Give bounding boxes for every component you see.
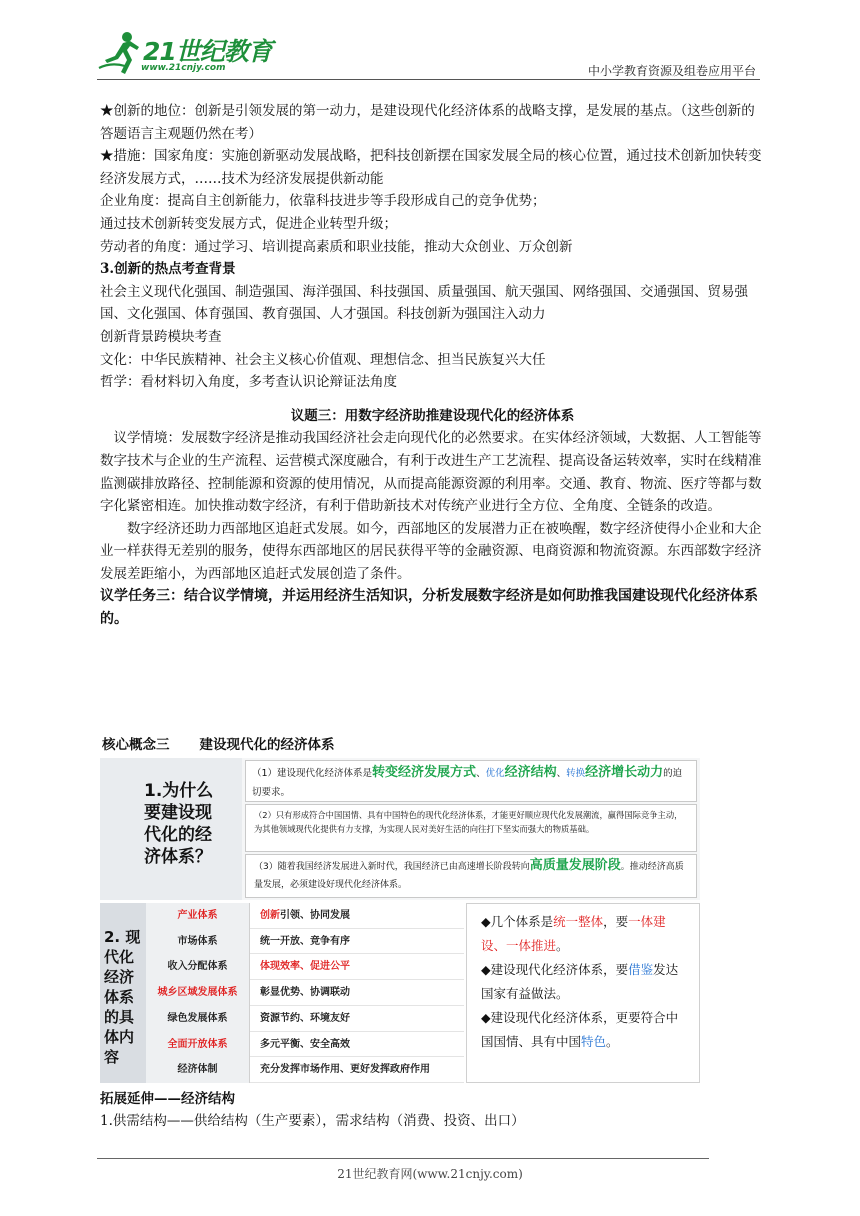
question-2-box bbox=[100, 903, 146, 1083]
extension-title: 拓展延伸——经济结构 bbox=[100, 1091, 235, 1107]
paragraph: 社会主义现代化强国、制造强国、海洋强国、科技强国、质量强国、航天强国、网络强国、交通强国、贸易强国、文化强国、体育强国、教育强国、人才强国。科技创新为强国注入动力 bbox=[100, 283, 748, 323]
logo-url: www.21cnjy.com bbox=[141, 63, 226, 73]
header-divider bbox=[97, 79, 760, 80]
extension-section bbox=[100, 1088, 760, 1132]
concept-figure bbox=[100, 758, 700, 1083]
concept-label: 核心概念三 bbox=[102, 737, 170, 753]
task-heading: 议学任务三：结合议学情境，并运用经济生活知识，分析发展数字经济是如何助推我国建设现代化经济体系的。 bbox=[100, 588, 758, 628]
topic-title: 议题三：用数字经济助推建设现代化的经济体系 bbox=[290, 407, 575, 424]
paragraph: 通过技术创新转变发展方式，促进企业转型升级； bbox=[100, 215, 397, 232]
note-2: ◆建设现代化经济体系，要借鉴发达国家有益做法。 bbox=[481, 962, 679, 1001]
reason-3: （3）随着我国经济发展进入新时代，我国经济已由高速增长阶段转向高质量发展阶段。推动经济高质量发展，必须建设好现代化经济体系。 bbox=[245, 854, 697, 898]
system-row bbox=[146, 1032, 464, 1058]
system-name: 城乡区域发展体系 bbox=[146, 980, 250, 1006]
document-body bbox=[100, 100, 765, 631]
paragraph: 哲学：看材料切入角度，多考查认识论辩证法角度 bbox=[100, 374, 397, 391]
system-desc: 资源节约、环境友好 bbox=[260, 1012, 350, 1024]
reason-2: （2）只有形成符合中国国情、具有中国特色的现代化经济体系，才能更好顺应现代化发展潮流，赢得国际竞争主动，为其他领域现代化提供有力支撑，为实现人民对美好生活的向往打下坚实而强大的物质基础。 bbox=[245, 804, 697, 852]
reason-1: （1）建设现代化经济体系是转变经济发展方式、优化经济结构、转换经济增长动力的迫切要求。 bbox=[245, 760, 697, 802]
logo-text: 21世纪教育 bbox=[143, 37, 272, 66]
paragraph: 文化：中华民族精神、社会主义核心价值观、理想信念、担当民族复兴大任 bbox=[100, 351, 546, 368]
system-row bbox=[146, 1057, 464, 1083]
system-desc: 充分发挥市场作用、更好发挥政府作用 bbox=[260, 1064, 430, 1076]
question-2-line: 2. 现 bbox=[104, 928, 141, 946]
system-desc: 统一开放、竞争有序 bbox=[260, 935, 350, 947]
question-1-line: 济体系？ bbox=[144, 847, 212, 867]
paragraph: 企业角度：提高自主创新能力，依靠科技进步等手段形成自己的竞争优势； bbox=[100, 193, 546, 210]
footer-divider bbox=[97, 1158, 709, 1159]
system-name: 收入分配体系 bbox=[146, 954, 250, 980]
note-3: ◆建设现代化经济体系，更要符合中国国情、具有中国特色。 bbox=[481, 1010, 679, 1049]
question-2-line: 体系 bbox=[104, 988, 135, 1006]
runner-icon bbox=[97, 30, 141, 76]
system-name: 市场体系 bbox=[146, 929, 250, 955]
paragraph: 创新背景跨模块考查 bbox=[100, 328, 222, 345]
question-2-line: 容 bbox=[104, 1048, 120, 1066]
paragraph: 劳动者的角度：通过学习、培训提高素质和职业技能，推动大众创业、万众创新 bbox=[100, 238, 573, 255]
system-name: 经济体制 bbox=[146, 1057, 250, 1083]
section-heading: 3.创新的热点考查背景 bbox=[100, 261, 236, 278]
paragraph: ★创新的地位：创新是引领发展的第一动力，是建设现代化经济体系的战略支撑，是发展的基点。（这些创新的答题语言主观题仍然在考） bbox=[100, 103, 755, 142]
platform-name: 中小学教育资源及组卷应用平台 bbox=[587, 64, 756, 78]
question-1-line: 1.为什么 bbox=[144, 781, 214, 801]
paragraph: 1.供需结构——供给结构（生产要素），需求结构（消费、投资、出口） bbox=[100, 1113, 525, 1129]
question-1-line: 代化的经 bbox=[144, 825, 212, 845]
system-row bbox=[146, 954, 464, 980]
footer-text: 21世纪教育网(www.21cnjy.com) bbox=[337, 1167, 523, 1181]
systems-table bbox=[146, 903, 464, 1083]
system-desc: 创新引领、协同发展 bbox=[260, 910, 350, 921]
concept-title: 建设现代化的经济体系 bbox=[199, 737, 335, 753]
system-desc: 彰显优势、协调联动 bbox=[260, 987, 350, 999]
concept-heading bbox=[102, 733, 335, 753]
question-2-line: 经济 bbox=[104, 968, 135, 986]
paragraph: 议学情境：发展数字经济是推动我国经济社会走向现代化的必然要求。在实体经济领域，大数据、人工智能等数字技术与企业的生产流程、运营模式深度融合，有利于改进生产工艺流程、提高设备运转效率，实时在线精准监测碳排放路径、控制能源和资源的使用情况，从而提高能源资源的利用率。交通、教育、物流、医疗等都与数字化紧密相连。加快推动数字经济，有利于借助新技术对传统产业进行全方位、全角度、全链条的改造。 bbox=[100, 430, 762, 515]
note-1: ◆几个体系是统一整体，要一体建设、一体推进。 bbox=[481, 914, 666, 953]
system-desc: 多元平衡、安全高效 bbox=[260, 1038, 350, 1050]
notes-box bbox=[466, 903, 700, 1083]
system-row bbox=[146, 980, 464, 1006]
system-name: 绿色发展体系 bbox=[146, 1006, 250, 1032]
system-desc: 体现效率、促进公平 bbox=[260, 961, 350, 973]
system-name: 产业体系 bbox=[146, 903, 250, 929]
question-1-line: 要建设现 bbox=[144, 803, 212, 823]
question-2-line: 代化 bbox=[104, 948, 135, 966]
site-logo bbox=[97, 30, 272, 80]
question-2-line: 的具 bbox=[104, 1008, 135, 1026]
reasons-box bbox=[242, 758, 700, 900]
system-row bbox=[146, 929, 464, 955]
system-name: 全面开放体系 bbox=[146, 1032, 250, 1058]
question-1-box bbox=[100, 758, 243, 900]
system-row bbox=[146, 1006, 464, 1032]
paragraph: ★措施：国家角度：实施创新驱动发展战略，把科技创新摆在国家发展全局的核心位置，通过技术创新加快转变经济发展方式，……技术为经济发展提供新动能 bbox=[100, 148, 762, 187]
system-row bbox=[146, 903, 464, 929]
paragraph: 数字经济还助力西部地区追赶式发展。如今，西部地区的发展潜力正在被唤醒，数字经济使得小企业和大企业一样获得无差别的服务，使得东西部地区的居民获得平等的金融资源、电商资源和物流资源。东西部数字经济发展差距缩小，为西部地区追赶式发展创造了条件。 bbox=[100, 520, 762, 582]
question-2-line: 体内 bbox=[104, 1028, 135, 1046]
